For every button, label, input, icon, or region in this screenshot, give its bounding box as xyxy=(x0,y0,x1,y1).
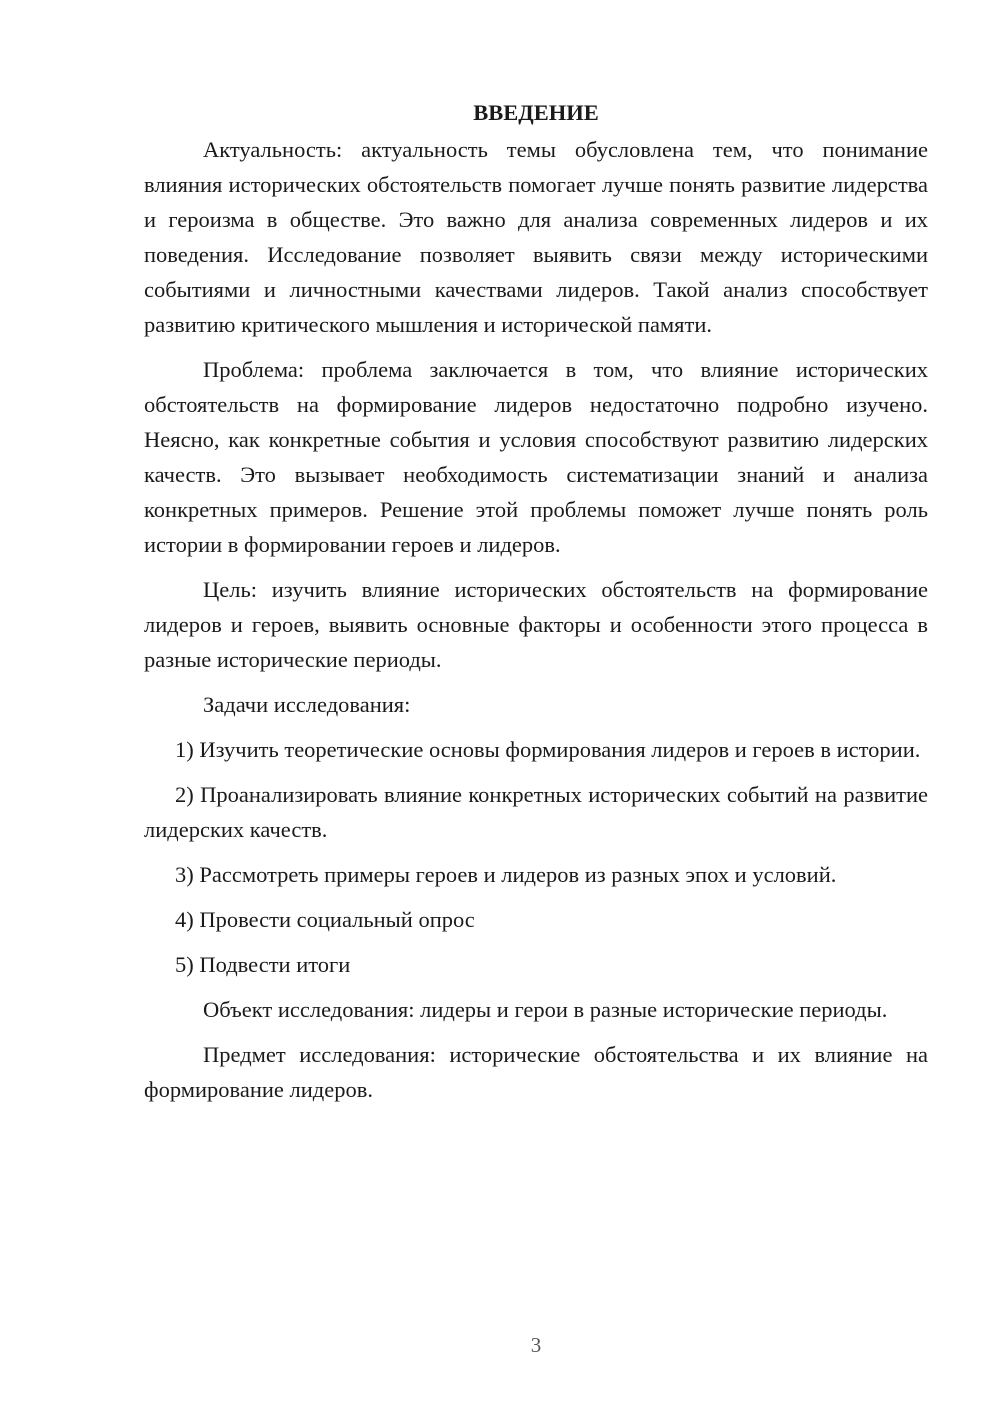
task-item-5: 5) Подвести итоги xyxy=(175,952,351,977)
tasks-heading: Задачи исследования: xyxy=(203,692,411,717)
page-title: ВВЕДЕНИЕ xyxy=(473,100,599,125)
problem-paragraph: Проблема: проблема заключается в том, что влияние исторических обстоятельств на формирование лидеров недостаточно подробно изучено. Неясно, как конкретные события и условия способствуют развитию лидерских качеств. Это вызывает необходимость систематизации знаний и анализа конкретных примеров. Решение этой проблемы поможет лучше понять роль истории в формировании героев и лидеров. xyxy=(144,357,928,557)
relevance-paragraph: Актуальность: актуальность темы обусловлена тем, что понимание влияния исторических обстоятельств помогает лучше понять развитие лидерства и героизма в обществе. Это важно для анализа современных лидеров и их поведения. Исследование позволяет выявить связи между историческими событиями и личностными качествами лидеров. Такой анализ способствует развитию критического мышления и исторической памяти. xyxy=(144,137,928,337)
subject-paragraph: Предмет исследования: исторические обстоятельства и их влияние на формирование лидеров. xyxy=(144,1042,928,1102)
task-item-4: 4) Провести социальный опрос xyxy=(175,907,475,932)
task-item-3: 3) Рассмотреть примеры героев и лидеров из разных эпох и условий. xyxy=(175,862,837,887)
page-content xyxy=(144,95,928,1117)
task-item-2: 2) Проанализировать влияние конкретных исторических событий на развитие лидерских качеств. xyxy=(144,782,928,842)
object-paragraph: Объект исследования: лидеры и герои в разные исторические периоды. xyxy=(203,997,888,1022)
task-item-1: 1) Изучить теоретические основы формирования лидеров и героев в истории. xyxy=(175,737,921,762)
goal-paragraph: Цель: изучить влияние исторических обстоятельств на формирование лидеров и героев, выявить основные факторы и особенности этого процесса в разные исторические периоды. xyxy=(144,577,928,672)
page-number: 3 xyxy=(530,1333,542,1357)
